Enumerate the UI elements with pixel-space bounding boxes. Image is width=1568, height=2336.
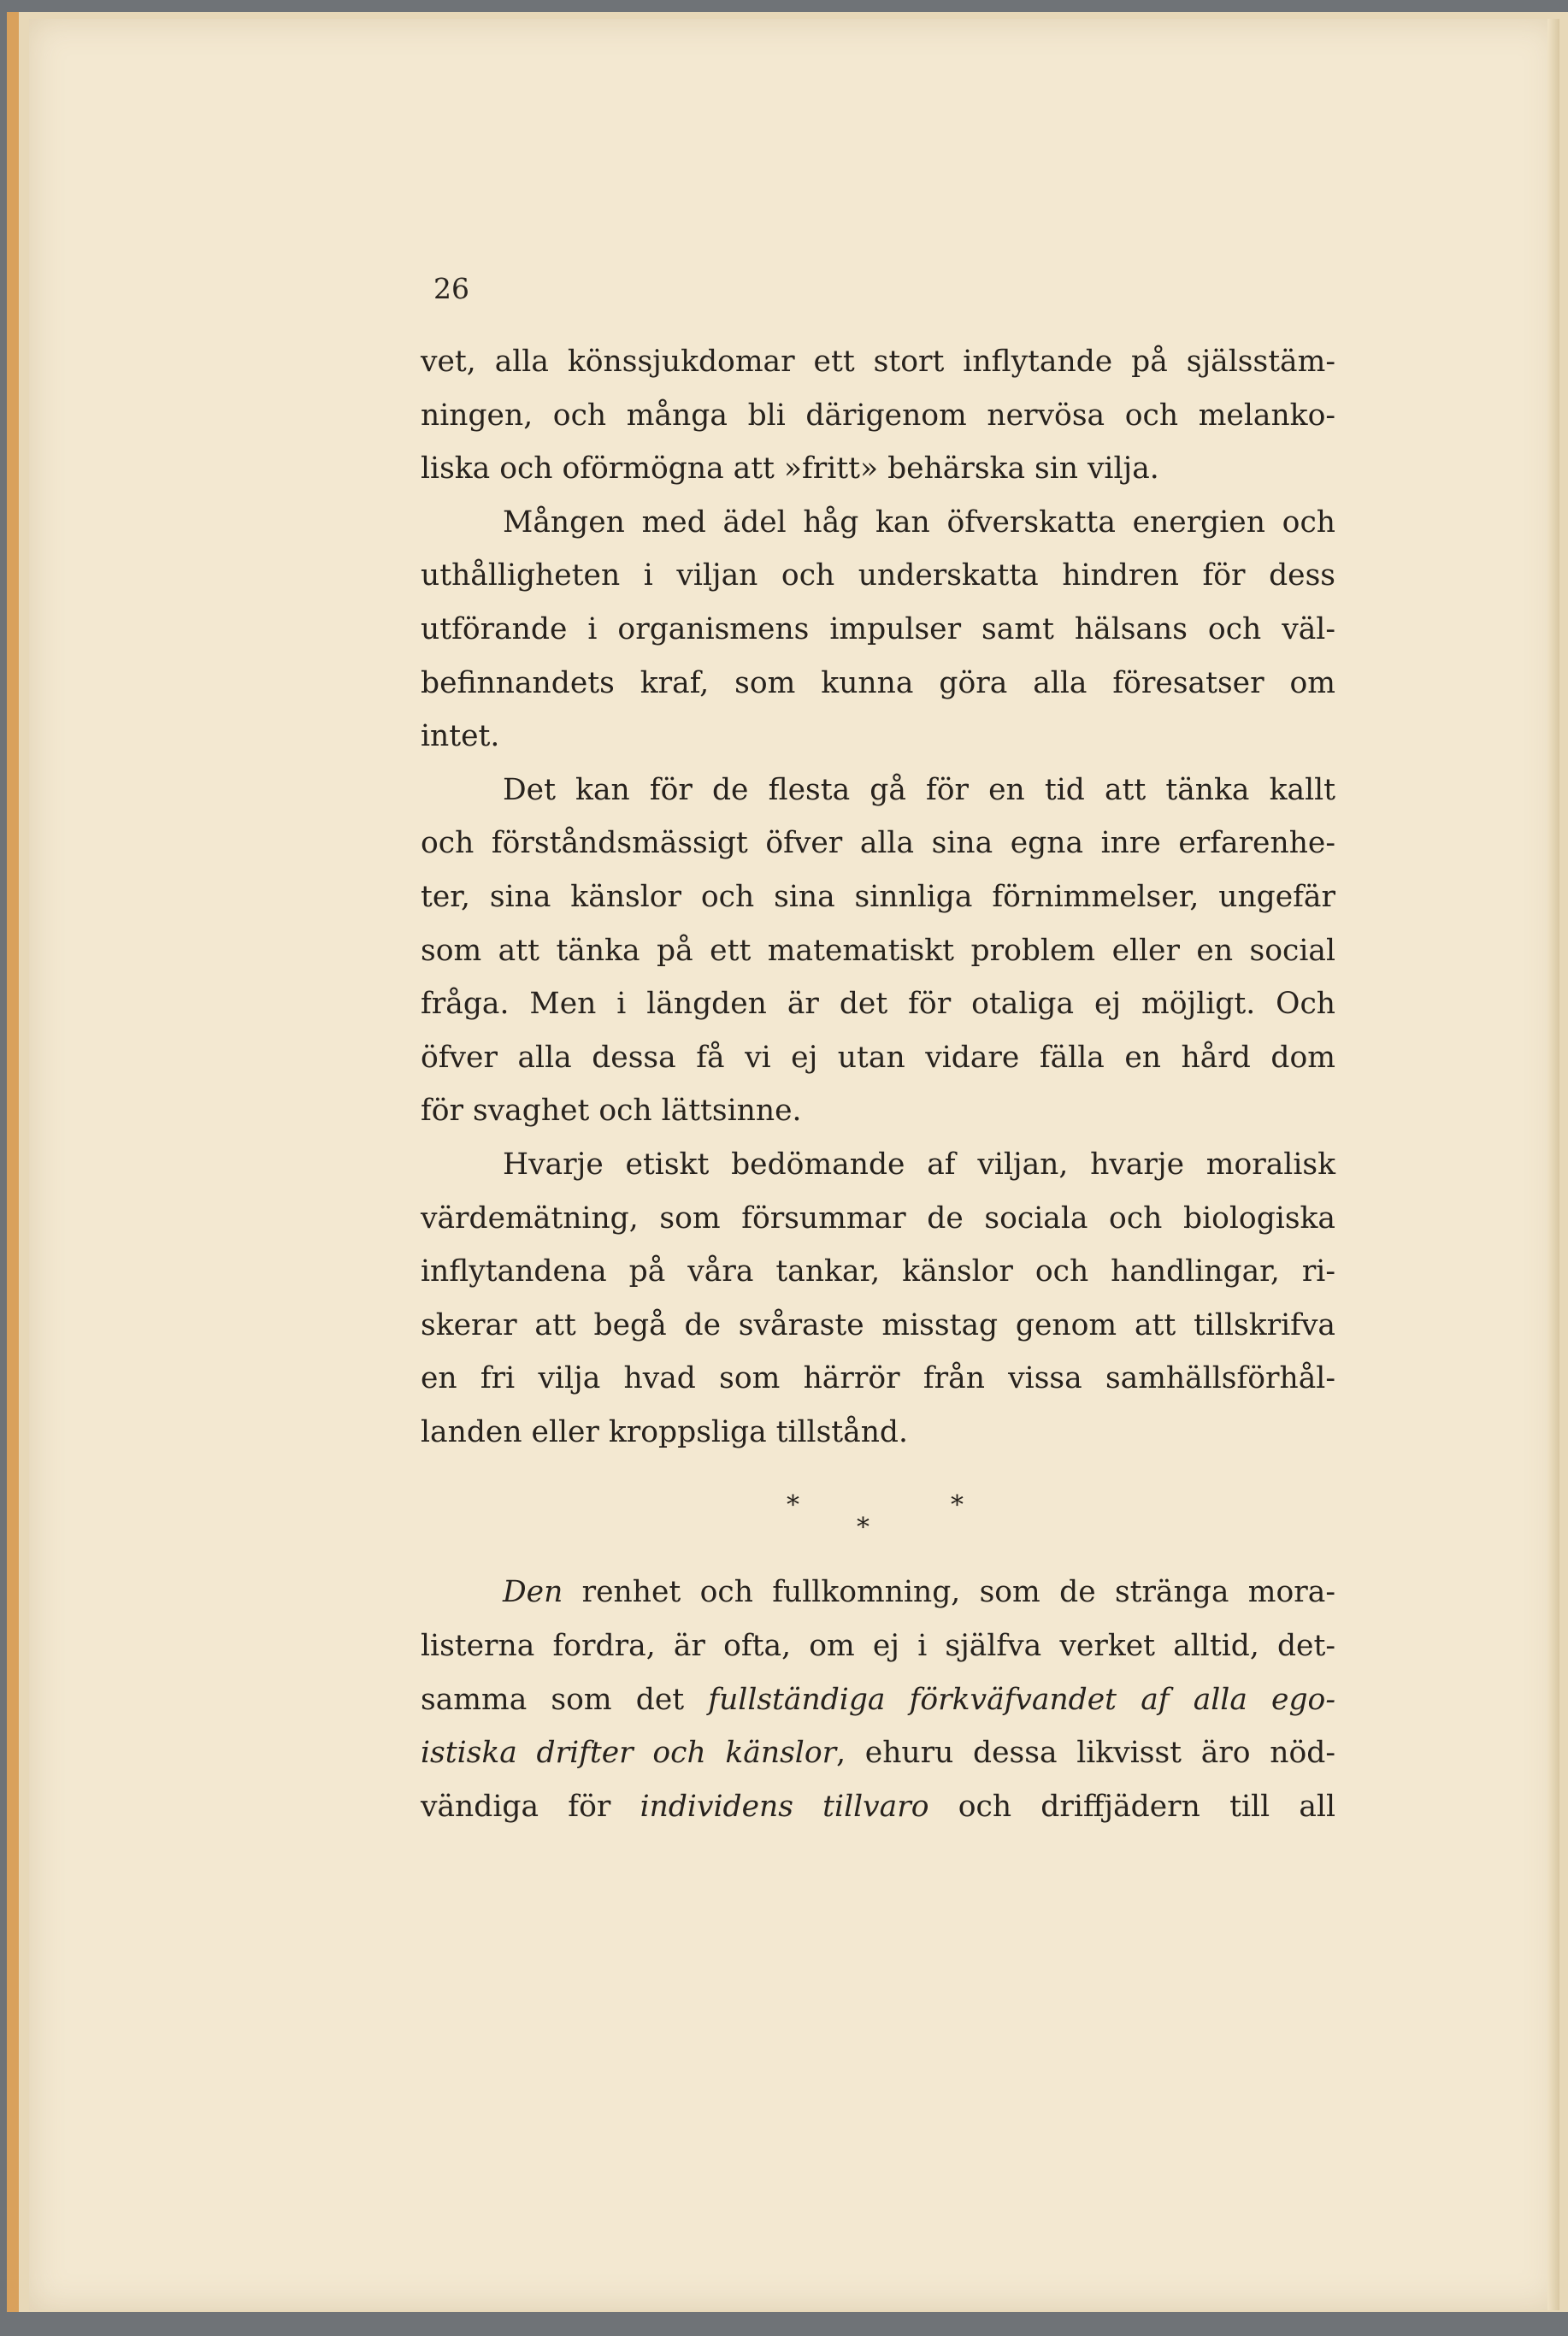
text-run: samma som det <box>421 1682 709 1717</box>
paragraph <box>421 335 1335 496</box>
text-run: vändiga för <box>421 1789 640 1824</box>
text-line: ter, sina känslor och sina sinnliga förnimmelser, ungefär <box>421 879 1335 914</box>
asterisk: * <box>857 1513 869 1543</box>
asterisk: * <box>951 1490 964 1521</box>
text-line: och förståndsmässigt öfver alla sina egna inre erfarenhe- <box>421 826 1335 861</box>
text-line: för svaghet och lättsinne. <box>421 1094 802 1129</box>
text-line: listerna fordra, är ofta, om ej i själfva verket alltid, det- <box>421 1629 1335 1664</box>
section-separator <box>421 1459 1335 1566</box>
text-line: Mången med ädel håg kan öfverskatta energien och <box>503 504 1335 540</box>
paragraph <box>421 496 1335 764</box>
text-line: öfver alla dessa få vi ej utan vidare fälla en hård dom <box>421 1040 1335 1075</box>
text-line: landen eller kroppsliga tillstånd. <box>421 1414 908 1449</box>
page-number: 26 <box>433 272 469 305</box>
text-line: inflytandena på våra tankar, känslor och handlingar, ri- <box>421 1254 1335 1289</box>
text-line: intet. <box>421 719 500 754</box>
paragraph <box>421 1138 1335 1460</box>
text-line <box>421 1566 1335 1619</box>
text-line: värdemätning, som försummar de sociala och biologiska <box>421 1200 1335 1236</box>
paragraph <box>421 1566 1335 1833</box>
text-line: liska och oförmögna att »fritt» behärska sin vilja. <box>421 451 1159 487</box>
paragraph <box>421 764 1335 1138</box>
text-line: fråga. Men i längden är det för otaliga ej möjligt. Och <box>421 987 1335 1022</box>
text-line: en fri vilja hvad som härrör från vissa samhällsförhål- <box>421 1361 1335 1396</box>
italic-text: Den <box>503 1575 563 1610</box>
text-line: Det kan för de flesta gå för en tid att tänka kallt <box>503 772 1335 807</box>
italic-text: istiska drifter och känslor <box>421 1736 837 1771</box>
text-line: uthålligheten i viljan och underskatta hindren för dess <box>421 558 1335 593</box>
text-line <box>421 1673 1335 1727</box>
text-line <box>421 1780 1335 1834</box>
asterisk: * <box>787 1490 799 1521</box>
text-run: renhet och fullkomning, som de stränga mora- <box>563 1575 1335 1610</box>
text-run: , ehuru dessa likvisst äro nöd- <box>836 1736 1335 1771</box>
page-edge <box>1547 19 1559 2310</box>
text-line: skerar att begå de svåraste misstag genom att tillskrifva <box>421 1307 1335 1342</box>
text-line: ningen, och många bli därigenom nervösa och melanko- <box>421 398 1335 433</box>
italic-text: fullständiga förkväfvandet af alla ego- <box>708 1682 1335 1717</box>
text-line <box>421 1726 1335 1780</box>
body-text <box>421 335 1335 1833</box>
text-line: som att tänka på ett matematiskt problem eller en social <box>421 933 1335 968</box>
text-line: befinnandets kraf, som kunna göra alla föresatser om <box>421 665 1335 700</box>
text-line: utförande i organismens impulser samt hälsans och väl- <box>421 611 1335 646</box>
text-line: Hvarje etiskt bedömande af viljan, hvarje moralisk <box>503 1147 1335 1182</box>
text-line: vet, alla könssjukdomar ett stort inflytande på själsstäm- <box>421 345 1335 379</box>
italic-text: individens tillvaro <box>640 1789 929 1824</box>
text-run: och driffjädern till all <box>928 1789 1336 1824</box>
